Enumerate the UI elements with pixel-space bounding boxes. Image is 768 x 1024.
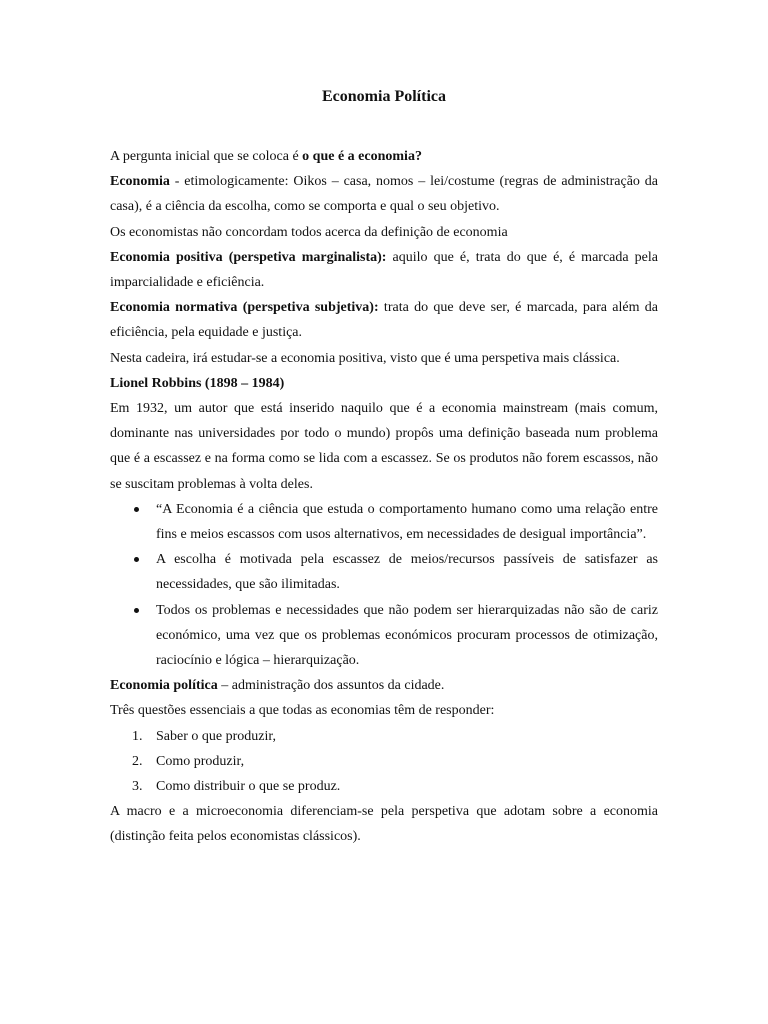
tres-questoes-paragraph: Três questões essenciais a que todas as economias têm de responder: [110, 703, 495, 719]
bullet-icon [134, 608, 139, 613]
economia-term: Economia [110, 174, 170, 190]
normativa-paragraph [110, 295, 658, 345]
macro-micro-paragraph: A macro e a microeconomia diferenciam-se pela perspetiva que adotam sobre a economia (distinção feita pelos economistas clássicos). [110, 804, 658, 845]
list-item [110, 598, 658, 674]
normativa-text: trata do que deve ser, é marcada, para além da eficiência, pela equidade e justiça. [110, 300, 658, 341]
list-item-text: Todos os problemas e necessidades que não podem ser hierarquizadas não são de cariz económico, uma vez que os problemas económicos procuram processos de otimização, raciocínio e lógica – hierarquização. [156, 602, 658, 669]
intro-question: o que é a economia? [302, 149, 422, 164]
bullet-icon [134, 507, 139, 512]
discord-paragraph: Os economistas não concordam todos acerca da definição de economia [110, 224, 508, 240]
list-item [110, 547, 658, 597]
robbins-heading-text: Lionel Robbins (1898 – 1984) [110, 375, 285, 391]
politica-text: – administração dos assuntos da cidade. [217, 678, 445, 694]
numbered-list [110, 724, 658, 800]
list-item [110, 724, 658, 749]
economia-definition-text: - etimologicamente: Oikos – casa, nomos – lei/costume (regras de administração da casa), é a ciência da escolha, como se comporta e qual o seu objetivo. [110, 174, 658, 215]
page-title: Economia Política [322, 88, 446, 105]
list-item-text: “A Economia é a ciência que estuda o comportamento humano como uma relação entre fins e meios escassos com usos alternativos, em necessidades de desigual importância”. [156, 501, 658, 543]
intro-paragraph [110, 144, 658, 169]
list-number: 2. [132, 753, 143, 769]
positiva-text: aquilo que é, trata do que é, é marcada pela imparcialidade e eficiência. [110, 249, 658, 291]
list-item [110, 497, 658, 547]
list-item [110, 774, 658, 799]
list-item-text: Como produzir, [156, 753, 245, 769]
list-number: 3. [132, 779, 143, 795]
robbins-paragraph: Em 1932, um autor que está inserido naquilo que é a economia mainstream (mais comum, dominante nas universidades por todo o mundo) propôs uma definição baseada num problema que é a escassez e na forma como se lida com a escassez. Se os produtos não forem escassos, não se suscitam problemas à volta deles. [110, 401, 658, 492]
cadeira-paragraph: Nesta cadeira, irá estudar-se a economia positiva, visto que é uma perspetiva mais clássica. [110, 350, 620, 366]
document-body [110, 144, 658, 850]
list-item-text: Como distribuir o que se produz. [156, 779, 341, 795]
economia-definition-paragraph [110, 169, 658, 219]
list-item-text: A escolha é motivada pela escassez de meios/recursos passíveis de satisfazer as necessidades, que são ilimitadas. [156, 552, 658, 593]
list-item-text: Saber o que produzir, [156, 728, 276, 744]
list-item [110, 749, 658, 774]
bullet-list [110, 497, 658, 673]
positiva-paragraph [110, 245, 658, 295]
intro-text: A pergunta inicial que se coloca é [110, 149, 303, 164]
politica-paragraph [110, 673, 658, 698]
robbins-heading [110, 371, 658, 396]
normativa-term: Economia normativa (perspetiva subjetiva): [110, 300, 379, 316]
positiva-term: Economia positiva (perspetiva marginalista): [110, 249, 387, 265]
bullet-icon [134, 557, 139, 562]
politica-term: Economia política [110, 678, 218, 694]
list-number: 1. [132, 728, 143, 744]
